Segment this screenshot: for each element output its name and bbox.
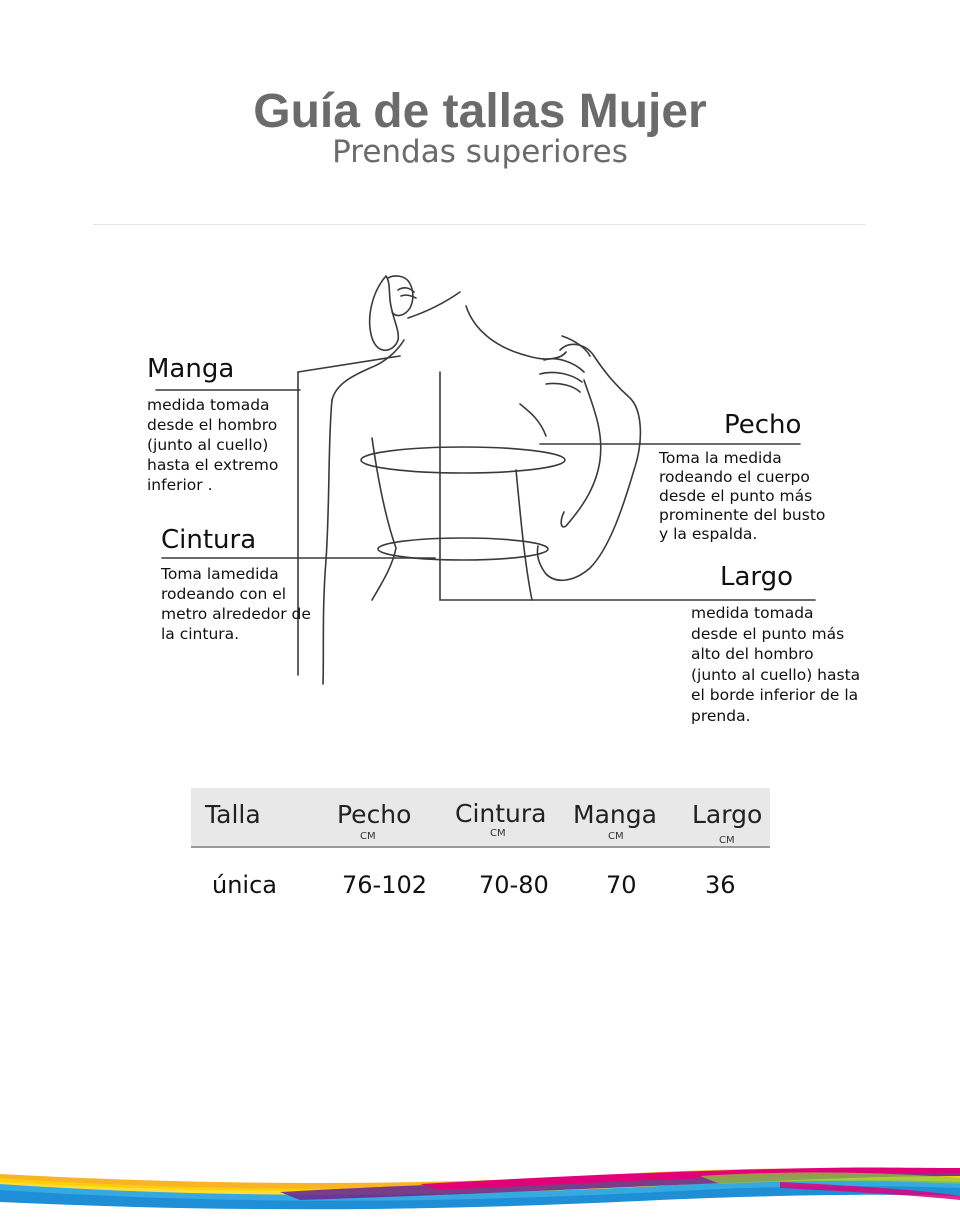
column-header-largo: Largo xyxy=(692,800,763,829)
cell-pecho: 76-102 xyxy=(342,871,428,899)
pecho-description: Toma la medida rodeando el cuerpo desde el punto más prominente del busto y la espalda. xyxy=(659,449,826,543)
cintura-description: Toma lamedida rodeando con el metro alrededor de la cintura. xyxy=(161,565,311,643)
manga-description: medida tomada desde el hombro (junto al cuello) hasta el extremo inferior . xyxy=(147,396,279,494)
unit-cintura: CM xyxy=(490,828,506,839)
cell-largo: 36 xyxy=(705,871,736,899)
page-title: Guía de tallas Mujer xyxy=(253,85,707,138)
largo-heading: Largo xyxy=(720,562,794,592)
column-header-cintura: Cintura xyxy=(455,799,547,828)
cell-manga: 70 xyxy=(606,871,637,899)
cell-cintura: 70-80 xyxy=(479,871,549,899)
column-header-talla: Talla xyxy=(205,800,261,829)
unit-largo: CM xyxy=(719,835,735,846)
cintura-heading: Cintura xyxy=(161,525,257,555)
manga-heading: Manga xyxy=(147,354,235,384)
unit-manga: CM xyxy=(608,831,624,842)
page-subtitle: Prendas superiores xyxy=(332,134,628,170)
column-header-pecho: Pecho xyxy=(337,800,412,829)
column-header-manga: Manga xyxy=(573,800,657,829)
largo-description: medida tomada desde el punto más alto del hombro (junto al cuello) hasta el borde inferior de la prenda. xyxy=(691,604,861,725)
decorative-color-stripes xyxy=(0,1140,960,1232)
pecho-heading: Pecho xyxy=(724,410,802,440)
cell-talla: única xyxy=(212,871,277,899)
unit-pecho: CM xyxy=(360,831,376,842)
